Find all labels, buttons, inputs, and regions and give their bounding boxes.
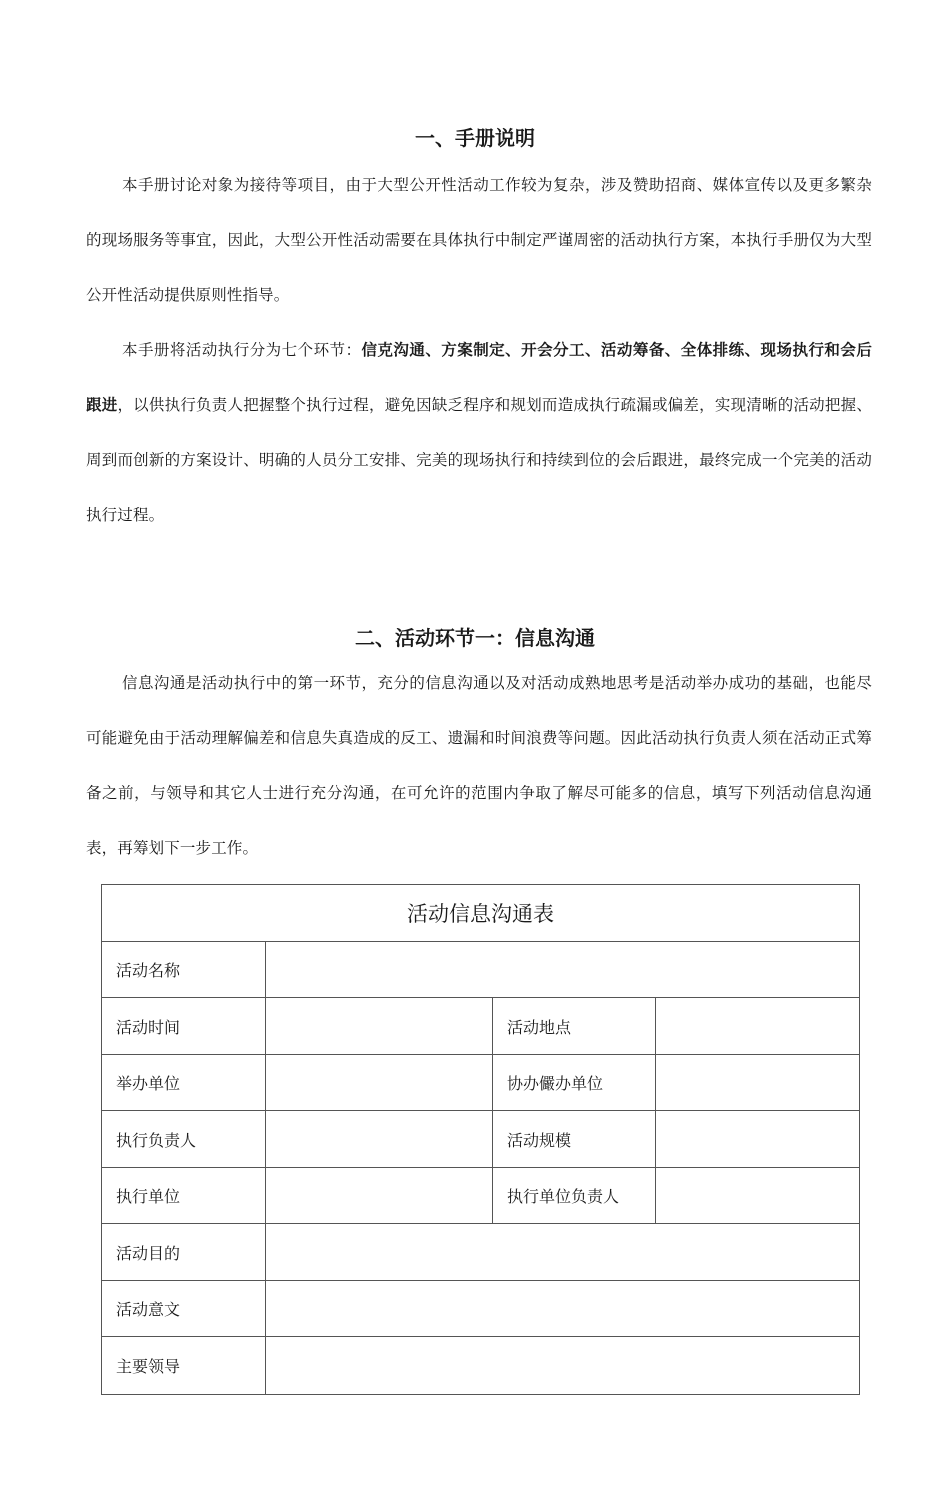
value-exec-leader[interactable]: [266, 1111, 493, 1168]
value-activity-name[interactable]: [266, 942, 860, 998]
activity-info-table: [101, 884, 860, 1395]
value-exec-unit-leader[interactable]: [656, 1168, 860, 1224]
table-row: [102, 942, 860, 998]
section2-heading: 二、活动环节一：信息沟通: [355, 626, 595, 650]
value-activity-location[interactable]: [656, 998, 860, 1055]
section1-paragraph-2-bold: 信克沟通、方案制定、开会分工、活动筹备、全体排练、现场执行和会后跟进: [86, 341, 872, 414]
table-row: [102, 1337, 860, 1395]
label-exec-leader: 执行负责人: [102, 1111, 266, 1168]
value-activity-time[interactable]: [266, 998, 493, 1055]
table-row: [102, 998, 860, 1055]
label-organizer: 举办单位: [102, 1055, 266, 1111]
value-co-organizer[interactable]: [656, 1055, 860, 1111]
value-activity-scale[interactable]: [656, 1111, 860, 1168]
value-activity-purpose[interactable]: [266, 1224, 860, 1281]
label-activity-scale: 活动规模: [493, 1111, 656, 1168]
label-activity-purpose: 活动目的: [102, 1224, 266, 1281]
table-title: 活动信息沟通表: [102, 885, 860, 942]
table-row: [102, 1281, 860, 1337]
section2-paragraph-1: 信息沟通是活动执行中的第一环节，充分的信息沟通以及对活动成熟地思考是活动举办成功的基础，也能尽可能避免由于活动理解偏差和信息失真造成的反工、遗漏和时间浪费等问题。因此活动执行负责人须在活动正式筹备之前，与领导和其它人士进行充分沟通，在可允许的范围内争取了解尽可能多的信息，填写下列活动信息沟通表，再筹划下一步工作。: [86, 674, 872, 857]
label-activity-name: 活动名称: [102, 942, 266, 998]
label-exec-unit: 执行单位: [102, 1168, 266, 1224]
table-title-row: [102, 885, 860, 942]
section1-heading: 一、手册说明: [415, 126, 535, 150]
section1-paragraph-2: [86, 323, 872, 543]
value-exec-unit[interactable]: [266, 1168, 493, 1224]
section1-paragraph-2-suffix: ，以供执行负责人把握整个执行过程，避免因缺乏程序和规划而造成执行疏漏或偏差，实现清晰的活动把握、周到而创新的方案设计、明确的人员分工安排、完美的现场执行和持续到位的会后跟进，最终完成一个完美的活动执行过程。: [86, 396, 872, 524]
section1-paragraph-1: 本手册讨论对象为接待等项目，由于大型公开性活动工作较为复杂，涉及赞助招商、媒体宣传以及更多繁杂的现场服务等事宜，因此，大型公开性活动需要在具体执行中制定严谨周密的活动执行方案，本执行手册仅为大型公开性活动提供原则性指导。: [86, 176, 872, 304]
value-main-leaders[interactable]: [266, 1337, 860, 1395]
label-activity-time: 活动时间: [102, 998, 266, 1055]
label-activity-meaning: 活动意文: [102, 1281, 266, 1337]
label-co-organizer: 协办儼办单位: [493, 1055, 656, 1111]
table-row: [102, 1055, 860, 1111]
label-exec-unit-leader: 执行单位负责人: [493, 1168, 656, 1224]
value-organizer[interactable]: [266, 1055, 493, 1111]
section1-paragraph-2-prefix: 本手册将活动执行分为七个环节：: [122, 341, 362, 359]
label-activity-location: 活动地点: [493, 998, 656, 1055]
table-row: [102, 1111, 860, 1168]
value-activity-meaning[interactable]: [266, 1281, 860, 1337]
label-main-leaders: 主要领导: [102, 1337, 266, 1395]
table-row: [102, 1168, 860, 1224]
table-row: [102, 1224, 860, 1281]
